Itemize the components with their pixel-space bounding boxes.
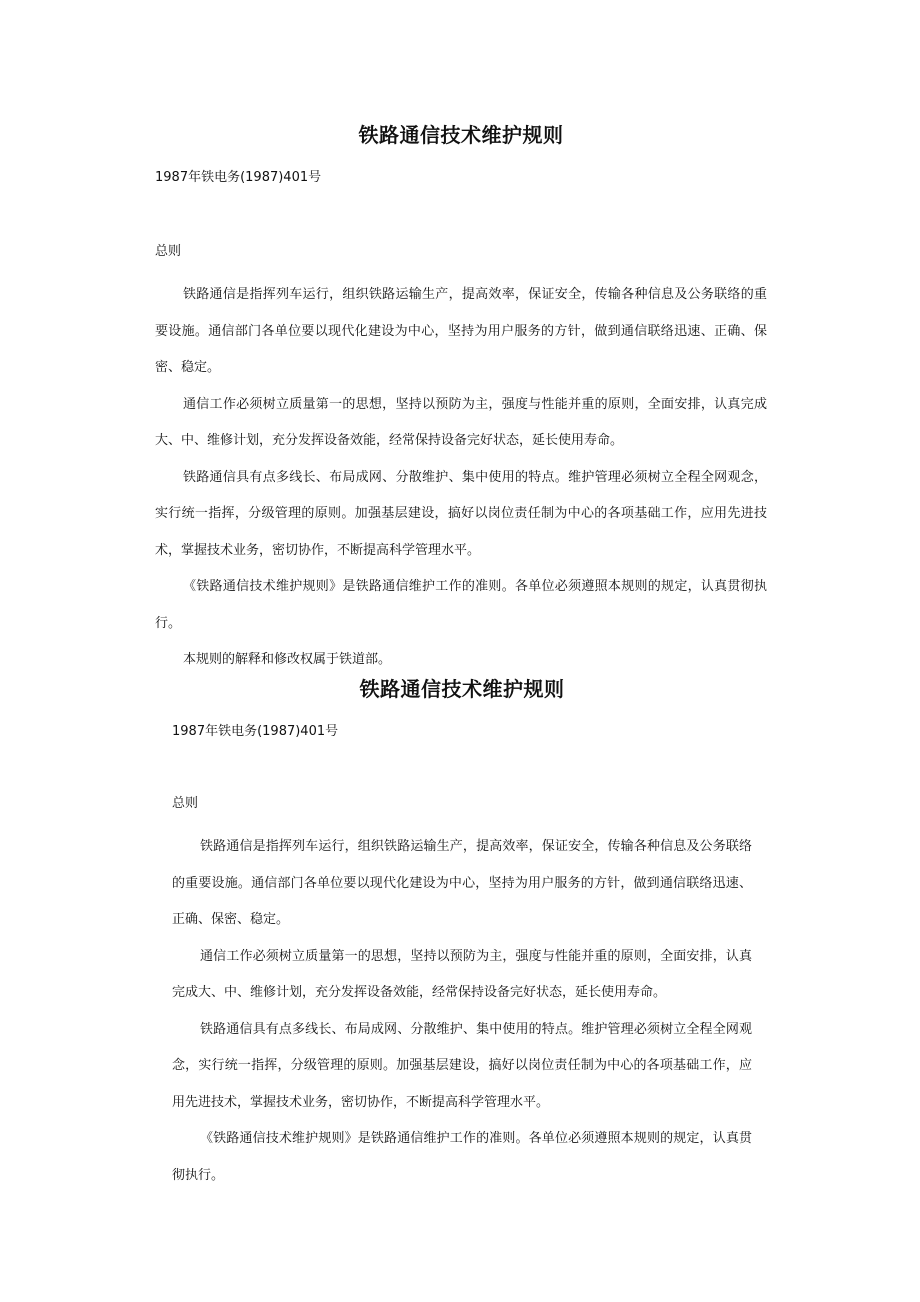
paragraph: 铁路通信是指挥列车运行，组织铁路运输生产，提高效率，保证安全，传输各种信息及公务联络的重要设施。通信部门各单位要以现代化建设为中心，坚持为用户服务的方针，做到通信联络迅速、正确、保密、稳定。	[172, 839, 752, 927]
paragraph: 铁路通信具有点多线长、布局成网、分散维护、集中使用的特点。维护管理必须树立全程全网观念，实行统一指挥，分级管理的原则。加强基层建设，搞好以岗位责任制为中心的各项基础工作，应用先进技术，掌握技术业务，密切协作，不断提高科学管理水平。	[172, 1021, 752, 1110]
paragraph: 铁路通信是指挥列车运行，组织铁路运输生产，提高效率，保证安全，传输各种信息及公务联络的重要设施。通信部门各单位要以现代化建设为中心，坚持为用户服务的方针，做到通信联络迅速、正确、保密、稳定。	[155, 287, 767, 375]
paragraph: 铁路通信具有点多线长、布局成网、分散维护、集中使用的特点。维护管理必须树立全程全网观念，实行统一指挥，分级管理的原则。加强基层建设，搞好以岗位责任制为中心的各项基础工作，应用先进技术，掌握技术业务，密切协作，不断提高科学管理水平。	[155, 469, 767, 558]
section-heading: 总则	[172, 796, 199, 811]
document-block-2	[172, 672, 752, 1194]
document-block-1	[155, 118, 767, 679]
paragraph: 《铁路通信技术维护规则》是铁路通信维护工作的准则。各单位必须遵照本规则的规定，认真贯彻执行。	[155, 579, 767, 631]
paragraph: 《铁路通信技术维护规则》是铁路通信维护工作的准则。各单位必须遵照本规则的规定，认真贯彻执行。	[172, 1131, 752, 1183]
paragraph: 通信工作必须树立质量第一的思想，坚持以预防为主，强度与性能并重的原则，全面安排，认真完成大、中、维修计划，充分发挥设备效能，经常保持设备完好状态，延长使用寿命。	[172, 948, 752, 1000]
document-number: 1987年铁电务(1987)401号	[155, 170, 322, 185]
document-number: 1987年铁电务(1987)401号	[172, 724, 339, 739]
section-heading: 总则	[155, 244, 182, 259]
paragraph: 本规则的解释和修改权属于铁道部。	[183, 652, 392, 667]
document-title: 铁路通信技术维护规则	[359, 677, 565, 701]
document-title: 铁路通信技术维护规则	[358, 123, 564, 147]
paragraph: 通信工作必须树立质量第一的思想，坚持以预防为主，强度与性能并重的原则，全面安排，认真完成大、中、维修计划，充分发挥设备效能，经常保持设备完好状态，延长使用寿命。	[155, 396, 767, 448]
